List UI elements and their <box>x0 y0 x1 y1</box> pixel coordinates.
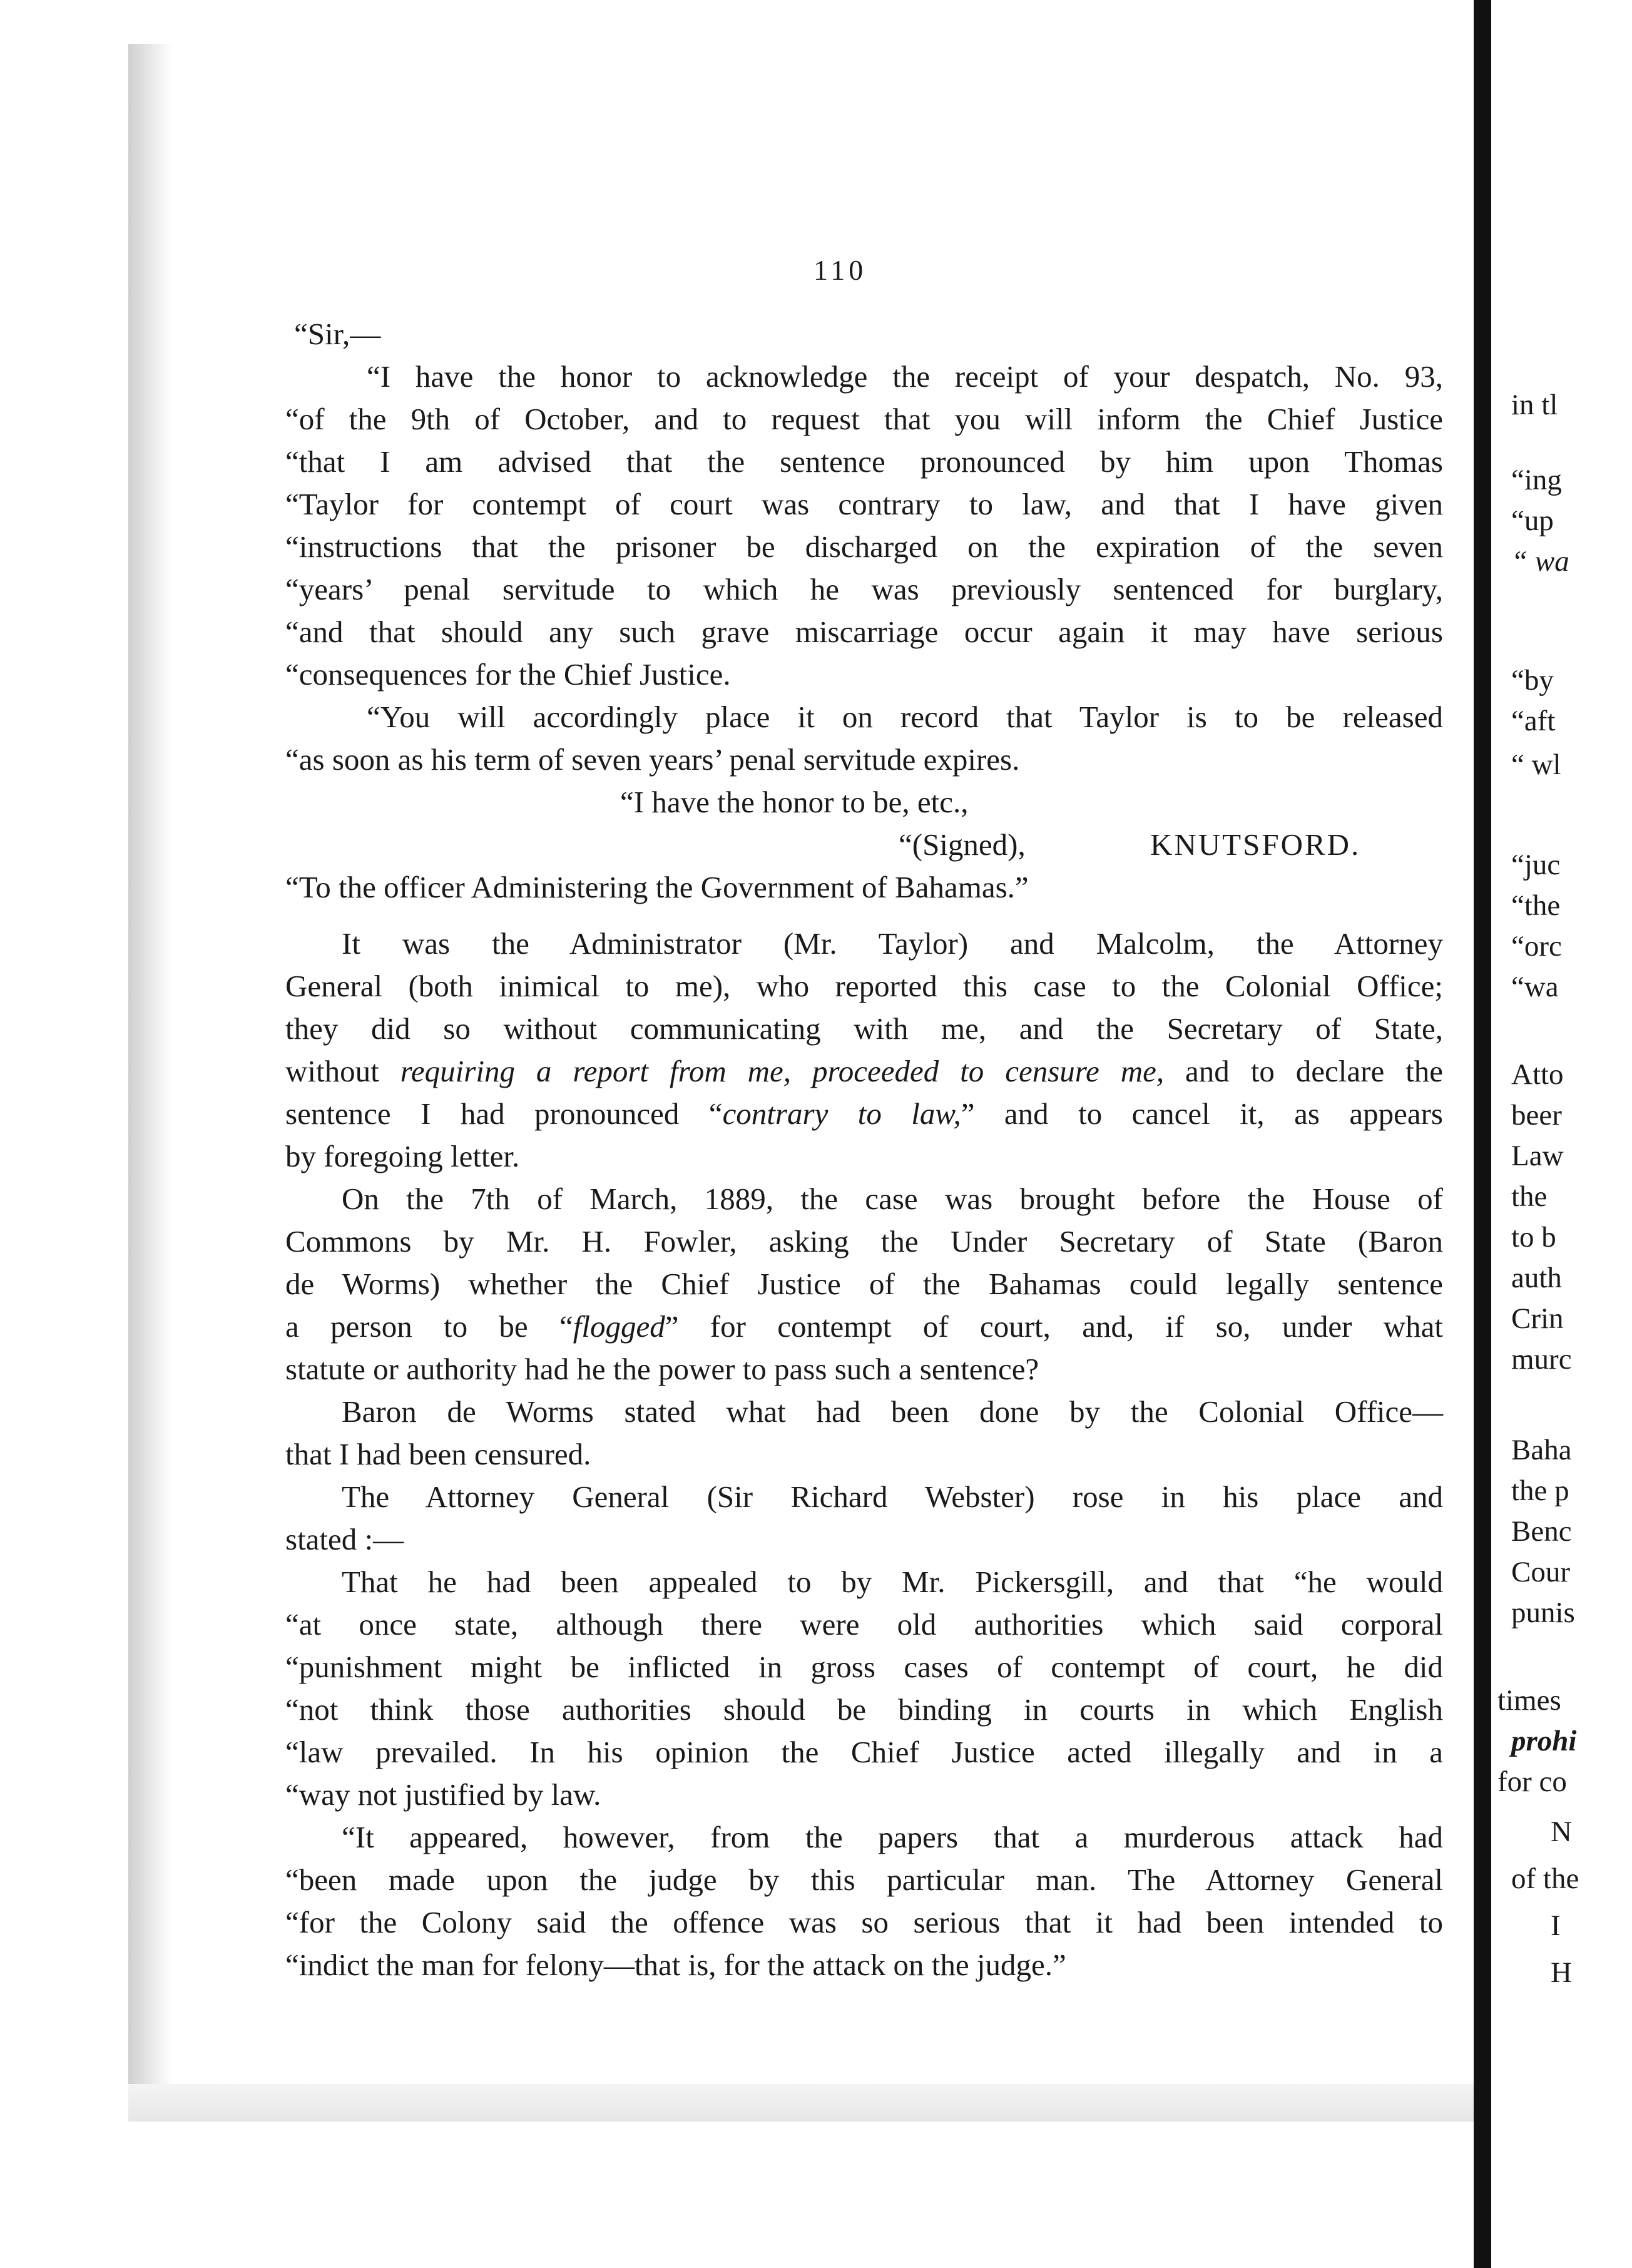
paragraph-line: they did so without communicating with me, and the Secretary of State, <box>285 1011 1443 1046</box>
right-page-line: Benc <box>1511 1515 1572 1548</box>
right-page-line: Crin <box>1511 1302 1564 1335</box>
right-page-line: the <box>1511 1180 1548 1213</box>
right-page-line: prohi <box>1511 1725 1577 1757</box>
right-page-line: “wa <box>1511 971 1559 1003</box>
right-page-line: “the <box>1511 889 1561 922</box>
right-page-line: Baha <box>1511 1434 1572 1466</box>
letter-line: “as soon as his term of seven years’ penal servitude expires. <box>285 742 1020 777</box>
text-run: ” and to cancel it, as appears <box>961 1096 1443 1131</box>
right-page-line: “up <box>1511 504 1554 537</box>
letter-salutation: “Sir,— <box>294 317 381 351</box>
signer-name: KNUTSFORD. <box>1150 827 1361 862</box>
letter-line: “I have the honor to acknowledge the receipt of your despatch, No. 93, <box>367 359 1443 394</box>
right-page-line: I <box>1551 1909 1561 1942</box>
paragraph-line: “punishment might be inflicted in gross cases of contempt of court, he did <box>285 1650 1443 1684</box>
text-run: without <box>285 1054 400 1088</box>
paragraph-line <box>285 1093 1443 1135</box>
paragraph-line: “for the Colony said the offence was so serious that it had been intended to <box>285 1905 1443 1939</box>
paragraph-line <box>285 1305 1443 1348</box>
italic-run: flogged <box>573 1309 665 1344</box>
page-edge-shadow <box>128 44 172 2122</box>
letter-line: “Taylor for contempt of court was contrary to law, and that I have given <box>285 487 1443 521</box>
text-run: sentence I had pronounced “ <box>285 1096 723 1131</box>
right-page-line: of the <box>1511 1862 1579 1895</box>
paragraph-line: stated :— <box>285 1522 404 1556</box>
right-page-line: auth <box>1511 1262 1562 1294</box>
paragraph-line: General (both inimical to me), who reported this case to the Colonial Office; <box>285 969 1443 1003</box>
page-bottom-shade <box>128 2084 1474 2122</box>
right-page-line: “by <box>1511 664 1554 697</box>
letter-line: “instructions that the prisoner be discharged on the expiration of the seven <box>285 529 1443 564</box>
text-run: and to declare the <box>1164 1054 1443 1088</box>
paragraph-line: Commons by Mr. H. Fowler, asking the Under Secretary of State (Baron <box>285 1224 1443 1259</box>
paragraph-line: It was the Administrator (Mr. Taylor) and Malcolm, the Attorney <box>342 926 1443 961</box>
right-page-line: Atto <box>1511 1058 1564 1091</box>
text-run: ” for contempt of court, and, if so, under what <box>665 1309 1443 1344</box>
page-body <box>285 313 1443 1986</box>
right-page-line: the p <box>1511 1474 1569 1507</box>
paragraph-line: “way not justified by law. <box>285 1777 601 1812</box>
letter-addressee: “To the officer Administering the Government of Bahamas.” <box>285 870 1029 904</box>
right-page-fragment <box>1491 63 1632 2203</box>
page-number: 110 <box>813 254 867 286</box>
paragraph-line: That he had been appealed to by Mr. Pickersgill, and that “he would <box>342 1565 1443 1599</box>
right-page-line: “orc <box>1511 930 1562 963</box>
right-page-line: “ing <box>1511 464 1562 496</box>
paragraph-line: “It appeared, however, from the papers that a murderous attack had <box>342 1820 1443 1854</box>
right-page-line: punis <box>1511 1596 1575 1629</box>
paragraph-line: “indict the man for felony—that is, for the attack on the judge.” <box>285 1948 1066 1982</box>
right-page-line: “ wl <box>1511 748 1561 781</box>
paragraph-line: “been made upon the judge by this particular man. The Attorney General <box>285 1862 1443 1897</box>
right-page-line: murc <box>1511 1343 1572 1376</box>
letter-line: “that I am advised that the sentence pronounced by him upon Thomas <box>285 444 1443 479</box>
italic-run: contrary to law, <box>722 1096 961 1131</box>
paragraph-line: by foregoing letter. <box>285 1139 520 1173</box>
right-page-line: Law <box>1511 1140 1564 1172</box>
paragraph-line: statute or authority had he the power to pass such a sentence? <box>285 1352 1039 1386</box>
right-page-line: in tl <box>1511 389 1558 421</box>
paragraph-line: that I had been censured. <box>285 1437 591 1471</box>
italic-run: requiring a report from me, proceeded to censure me, <box>400 1054 1165 1088</box>
text-run: a person to be “ <box>285 1309 573 1344</box>
letter-line: “and that should any such grave miscarriage occur again it may have serious <box>285 615 1443 649</box>
paragraph-line: The Attorney General (Sir Richard Webster) rose in his place and <box>342 1479 1443 1514</box>
letter-line: “years’ penal servitude to which he was previously sentenced for burglary, <box>285 572 1443 606</box>
letter-line: “consequences for the Chief Justice. <box>285 657 731 692</box>
right-page-line: “ wa <box>1511 545 1569 578</box>
right-page-line: beer <box>1511 1099 1562 1131</box>
right-page-line: N <box>1551 1816 1572 1848</box>
right-page-line: “juc <box>1511 849 1561 881</box>
right-page-line: Cour <box>1511 1556 1570 1588</box>
right-page-line: for co <box>1497 1765 1567 1798</box>
letter-closing: “I have the honor to be, etc., <box>620 785 969 819</box>
right-page-line: “aft <box>1511 705 1556 737</box>
paragraph-line <box>285 1050 1443 1093</box>
paragraph-line: On the 7th of March, 1889, the case was brought before the House of <box>342 1182 1443 1216</box>
right-page-line: H <box>1551 1956 1572 1989</box>
letter-line: “You will accordingly place it on record that Taylor is to be released <box>367 700 1443 734</box>
letter-signature <box>285 824 1443 866</box>
book-gutter <box>1474 0 1491 2268</box>
paragraph-line: “at once state, although there were old authorities which said corporal <box>285 1607 1443 1642</box>
paragraph-line: “law prevailed. In his opinion the Chief Justice acted illegally and in a <box>285 1735 1443 1769</box>
right-page-line: times <box>1497 1684 1561 1717</box>
signed-label: “(Signed), <box>899 827 1026 862</box>
right-page-line: to b <box>1511 1221 1556 1254</box>
paragraph-line: “not think those authorities should be binding in courts in which English <box>285 1692 1443 1727</box>
letter-line: “of the 9th of October, and to request that you will inform the Chief Justice <box>285 402 1443 436</box>
paragraph-line: de Worms) whether the Chief Justice of the Bahamas could legally sentence <box>285 1267 1443 1301</box>
paragraph-line: Baron de Worms stated what had been done by the Colonial Office— <box>342 1394 1443 1429</box>
